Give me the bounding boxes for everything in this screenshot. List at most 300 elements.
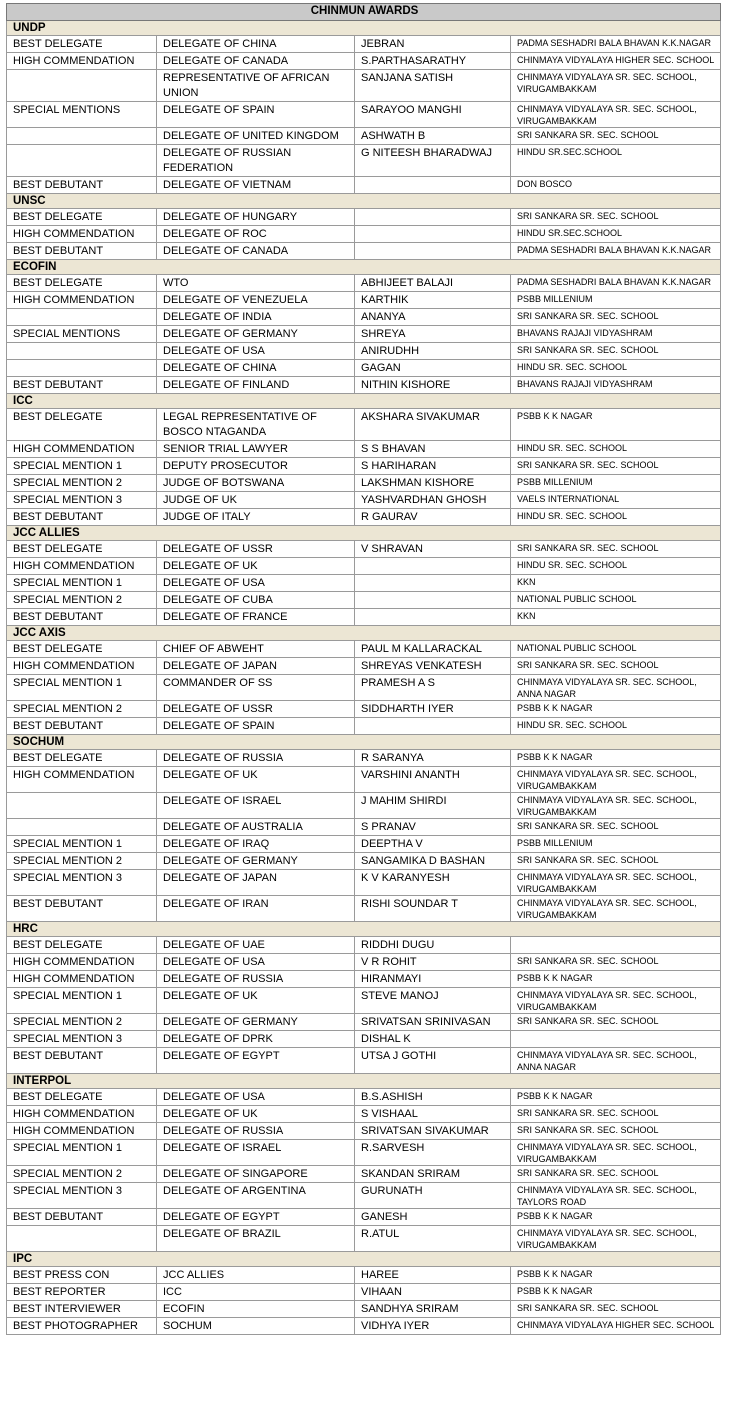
- delegation: ICC: [157, 1284, 355, 1301]
- award-category: SPECIAL MENTION 2: [7, 701, 157, 718]
- delegate-name: [355, 226, 511, 243]
- delegation: DEPUTY PROSECUTOR: [157, 458, 355, 475]
- delegation: JUDGE OF BOTSWANA: [157, 475, 355, 492]
- committee-header-row: [7, 1074, 721, 1089]
- delegation: DELEGATE OF RUSSIAN FEDERATION: [157, 145, 355, 177]
- delegate-name: ANIRUDHH: [355, 343, 511, 360]
- table-row: [7, 819, 721, 836]
- committee-name: INTERPOL: [7, 1074, 721, 1089]
- award-category: BEST INTERVIEWER: [7, 1301, 157, 1318]
- delegate-name: J MAHIM SHIRDI: [355, 793, 511, 819]
- awards-table: [6, 3, 721, 1335]
- delegation: DELEGATE OF UK: [157, 988, 355, 1014]
- delegation: DELEGATE OF CANADA: [157, 243, 355, 260]
- award-category: BEST DEBUTANT: [7, 896, 157, 922]
- award-category: BEST DEBUTANT: [7, 243, 157, 260]
- school-name: PSBB K K NAGAR: [511, 701, 721, 718]
- delegate-name: S S BHAVAN: [355, 441, 511, 458]
- award-category: HIGH COMMENDATION: [7, 1106, 157, 1123]
- award-category: SPECIAL MENTION 1: [7, 836, 157, 853]
- school-name: [511, 1031, 721, 1048]
- delegation: DELEGATE OF RUSSIA: [157, 750, 355, 767]
- delegate-name: RIDDHI DUGU: [355, 937, 511, 954]
- committee-header-row: [7, 1252, 721, 1267]
- award-category: SPECIAL MENTION 2: [7, 1166, 157, 1183]
- school-name: SRI SANKARA SR. SEC. SCHOOL: [511, 541, 721, 558]
- school-name: HINDU SR. SEC. SCHOOL: [511, 558, 721, 575]
- delegate-name: HAREE: [355, 1267, 511, 1284]
- delegate-name: ASHWATH B: [355, 128, 511, 145]
- delegate-name: R SARANYA: [355, 750, 511, 767]
- delegate-name: ANANYA: [355, 309, 511, 326]
- award-category: SPECIAL MENTION 2: [7, 592, 157, 609]
- table-row: [7, 541, 721, 558]
- delegate-name: S HARIHARAN: [355, 458, 511, 475]
- table-row: [7, 1301, 721, 1318]
- delegate-name: SRIVATSAN SIVAKUMAR: [355, 1123, 511, 1140]
- award-category: SPECIAL MENTION 1: [7, 1140, 157, 1166]
- delegation: DELEGATE OF CHINA: [157, 36, 355, 53]
- delegate-name: GAGAN: [355, 360, 511, 377]
- award-category: BEST DELEGATE: [7, 275, 157, 292]
- table-row: [7, 492, 721, 509]
- delegation: DELEGATE OF BRAZIL: [157, 1226, 355, 1252]
- delegate-name: SKANDAN SRIRAM: [355, 1166, 511, 1183]
- delegate-name: R.SARVESH: [355, 1140, 511, 1166]
- school-name: PSBB MILLENIUM: [511, 292, 721, 309]
- school-name: CHINMAYA VIDYALAYA SR. SEC. SCHOOL, VIRUGAMBAKKAM: [511, 102, 721, 128]
- school-name: CHINMAYA VIDYALAYA SR. SEC. SCHOOL, VIRUGAMBAKKAM: [511, 988, 721, 1014]
- award-category: BEST DEBUTANT: [7, 609, 157, 626]
- school-name: PSBB MILLENIUM: [511, 475, 721, 492]
- delegation: DELEGATE OF SPAIN: [157, 102, 355, 128]
- table-row: [7, 1284, 721, 1301]
- committee-header-row: [7, 922, 721, 937]
- table-row: [7, 896, 721, 922]
- table-row: [7, 309, 721, 326]
- school-name: HINDU SR.SEC.SCHOOL: [511, 145, 721, 177]
- delegate-name: SHREYAS VENKATESH: [355, 658, 511, 675]
- school-name: PSBB K K NAGAR: [511, 971, 721, 988]
- table-row: [7, 1089, 721, 1106]
- table-row: [7, 870, 721, 896]
- school-name: CHINMAYA VIDYALAYA SR. SEC. SCHOOL, VIRUGAMBAKKAM: [511, 767, 721, 793]
- delegate-name: GURUNATH: [355, 1183, 511, 1209]
- table-row: [7, 718, 721, 735]
- table-row: [7, 102, 721, 128]
- table-row: [7, 1123, 721, 1140]
- school-name: BHAVANS RAJAJI VIDYASHRAM: [511, 377, 721, 394]
- delegation: DELEGATE OF UAE: [157, 937, 355, 954]
- delegate-name: SANDHYA SRIRAM: [355, 1301, 511, 1318]
- delegation: DELEGATE OF UNITED KINGDOM: [157, 128, 355, 145]
- delegate-name: V R ROHIT: [355, 954, 511, 971]
- delegate-name: SHREYA: [355, 326, 511, 343]
- delegation: SENIOR TRIAL LAWYER: [157, 441, 355, 458]
- school-name: SRI SANKARA SR. SEC. SCHOOL: [511, 1166, 721, 1183]
- table-row: [7, 1106, 721, 1123]
- table-row: [7, 767, 721, 793]
- school-name: [511, 937, 721, 954]
- school-name: SRI SANKARA SR. SEC. SCHOOL: [511, 954, 721, 971]
- committee-name: IPC: [7, 1252, 721, 1267]
- delegate-name: DISHAL K: [355, 1031, 511, 1048]
- delegation: DELEGATE OF INDIA: [157, 309, 355, 326]
- table-row: [7, 36, 721, 53]
- delegate-name: PAUL M KALLARACKAL: [355, 641, 511, 658]
- committee-name: ECOFIN: [7, 260, 721, 275]
- award-category: BEST DEBUTANT: [7, 718, 157, 735]
- award-category: BEST DELEGATE: [7, 750, 157, 767]
- delegation: DELEGATE OF JAPAN: [157, 658, 355, 675]
- committee-name: SOCHUM: [7, 735, 721, 750]
- school-name: CHINMAYA VIDYALAYA HIGHER SEC. SCHOOL: [511, 53, 721, 70]
- committee-name: UNDP: [7, 21, 721, 36]
- award-category: BEST PHOTOGRAPHER: [7, 1318, 157, 1335]
- table-row: [7, 360, 721, 377]
- table-row: [7, 145, 721, 177]
- delegation: DELEGATE OF ARGENTINA: [157, 1183, 355, 1209]
- delegate-name: G NITEESH BHARADWAJ: [355, 145, 511, 177]
- table-row: [7, 458, 721, 475]
- table-row: [7, 988, 721, 1014]
- school-name: PADMA SESHADRI BALA BHAVAN K.K.NAGAR: [511, 275, 721, 292]
- delegation: DELEGATE OF GERMANY: [157, 326, 355, 343]
- school-name: HINDU SR. SEC. SCHOOL: [511, 509, 721, 526]
- delegate-name: PRAMESH A S: [355, 675, 511, 701]
- school-name: KKN: [511, 575, 721, 592]
- delegate-name: JEBRAN: [355, 36, 511, 53]
- award-category: SPECIAL MENTION 1: [7, 575, 157, 592]
- award-category: SPECIAL MENTION 1: [7, 675, 157, 701]
- table-row: [7, 558, 721, 575]
- award-category: BEST DELEGATE: [7, 937, 157, 954]
- delegate-name: GANESH: [355, 1209, 511, 1226]
- school-name: PSBB K K NAGAR: [511, 1089, 721, 1106]
- delegation: CHIEF OF ABWEHT: [157, 641, 355, 658]
- award-category: SPECIAL MENTIONS: [7, 102, 157, 128]
- table-row: [7, 675, 721, 701]
- award-category: SPECIAL MENTION 3: [7, 1031, 157, 1048]
- delegation: DELEGATE OF USSR: [157, 541, 355, 558]
- award-category: [7, 128, 157, 145]
- table-row: [7, 326, 721, 343]
- committee-name: JCC ALLIES: [7, 526, 721, 541]
- school-name: SRI SANKARA SR. SEC. SCHOOL: [511, 209, 721, 226]
- school-name: CHINMAYA VIDYALAYA SR. SEC. SCHOOL, TAYLORS ROAD: [511, 1183, 721, 1209]
- delegation: JUDGE OF ITALY: [157, 509, 355, 526]
- award-category: BEST DEBUTANT: [7, 377, 157, 394]
- delegation: DELEGATE OF FINLAND: [157, 377, 355, 394]
- delegate-name: UTSA J GOTHI: [355, 1048, 511, 1074]
- school-name: KKN: [511, 609, 721, 626]
- table-row: [7, 701, 721, 718]
- award-category: BEST DELEGATE: [7, 1089, 157, 1106]
- delegate-name: SANJANA SATISH: [355, 70, 511, 102]
- school-name: HINDU SR. SEC. SCHOOL: [511, 360, 721, 377]
- award-category: HIGH COMMENDATION: [7, 292, 157, 309]
- delegation: DELEGATE OF IRAQ: [157, 836, 355, 853]
- school-name: CHINMAYA VIDYALAYA SR. SEC. SCHOOL, VIRUGAMBAKKAM: [511, 1140, 721, 1166]
- school-name: PSBB K K NAGAR: [511, 1267, 721, 1284]
- delegation: DELEGATE OF ISRAEL: [157, 1140, 355, 1166]
- table-title-row: [7, 4, 721, 21]
- school-name: DON BOSCO: [511, 177, 721, 194]
- delegation: DELEGATE OF SINGAPORE: [157, 1166, 355, 1183]
- school-name: SRI SANKARA SR. SEC. SCHOOL: [511, 1014, 721, 1031]
- table-row: [7, 1140, 721, 1166]
- award-category: BEST DELEGATE: [7, 541, 157, 558]
- delegation: DELEGATE OF UK: [157, 767, 355, 793]
- delegation: JUDGE OF UK: [157, 492, 355, 509]
- school-name: CHINMAYA VIDYALAYA SR. SEC. SCHOOL, VIRUGAMBAKKAM: [511, 70, 721, 102]
- school-name: CHINMAYA VIDYALAYA SR. SEC. SCHOOL, VIRUGAMBAKKAM: [511, 896, 721, 922]
- delegation: DELEGATE OF EGYPT: [157, 1209, 355, 1226]
- award-category: [7, 1226, 157, 1252]
- award-category: HIGH COMMENDATION: [7, 1123, 157, 1140]
- table-row: [7, 1048, 721, 1074]
- school-name: SRI SANKARA SR. SEC. SCHOOL: [511, 1123, 721, 1140]
- award-category: HIGH COMMENDATION: [7, 767, 157, 793]
- award-category: [7, 343, 157, 360]
- delegation: COMMANDER OF SS: [157, 675, 355, 701]
- committee-name: UNSC: [7, 194, 721, 209]
- delegate-name: AKSHARA SIVAKUMAR: [355, 409, 511, 441]
- delegate-name: LAKSHMAN KISHORE: [355, 475, 511, 492]
- table-row: [7, 226, 721, 243]
- delegation: DELEGATE OF VIETNAM: [157, 177, 355, 194]
- delegate-name: S VISHAAL: [355, 1106, 511, 1123]
- delegation: DELEGATE OF USSR: [157, 701, 355, 718]
- delegate-name: R GAURAV: [355, 509, 511, 526]
- table-row: [7, 937, 721, 954]
- delegate-name: S PRANAV: [355, 819, 511, 836]
- delegation: DELEGATE OF ROC: [157, 226, 355, 243]
- delegation: DELEGATE OF USA: [157, 954, 355, 971]
- award-category: [7, 819, 157, 836]
- delegation: DELEGATE OF UK: [157, 558, 355, 575]
- school-name: HINDU SR.SEC.SCHOOL: [511, 226, 721, 243]
- award-category: BEST DEBUTANT: [7, 177, 157, 194]
- school-name: PSBB K K NAGAR: [511, 1284, 721, 1301]
- table-row: [7, 853, 721, 870]
- award-category: BEST DEBUTANT: [7, 1048, 157, 1074]
- award-category: SPECIAL MENTION 3: [7, 492, 157, 509]
- delegate-name: B.S.ASHISH: [355, 1089, 511, 1106]
- committee-header-row: [7, 260, 721, 275]
- committee-header-row: [7, 626, 721, 641]
- delegation: DELEGATE OF USA: [157, 575, 355, 592]
- award-category: SPECIAL MENTION 3: [7, 870, 157, 896]
- school-name: SRI SANKARA SR. SEC. SCHOOL: [511, 458, 721, 475]
- award-category: [7, 309, 157, 326]
- award-category: BEST DEBUTANT: [7, 1209, 157, 1226]
- delegate-name: [355, 243, 511, 260]
- delegation: JCC ALLIES: [157, 1267, 355, 1284]
- school-name: SRI SANKARA SR. SEC. SCHOOL: [511, 1301, 721, 1318]
- delegate-name: NITHIN KISHORE: [355, 377, 511, 394]
- school-name: CHINMAYA VIDYALAYA SR. SEC. SCHOOL, ANNA NAGAR: [511, 675, 721, 701]
- award-category: SPECIAL MENTION 3: [7, 1183, 157, 1209]
- school-name: PSBB K K NAGAR: [511, 1209, 721, 1226]
- delegate-name: [355, 558, 511, 575]
- committee-name: HRC: [7, 922, 721, 937]
- table-row: [7, 658, 721, 675]
- award-category: HIGH COMMENDATION: [7, 53, 157, 70]
- table-row: [7, 343, 721, 360]
- school-name: SRI SANKARA SR. SEC. SCHOOL: [511, 343, 721, 360]
- school-name: PSBB MILLENIUM: [511, 836, 721, 853]
- delegation: DELEGATE OF DPRK: [157, 1031, 355, 1048]
- delegation: DELEGATE OF VENEZUELA: [157, 292, 355, 309]
- table-row: [7, 1267, 721, 1284]
- delegate-name: [355, 609, 511, 626]
- delegate-name: [355, 592, 511, 609]
- delegation: DELEGATE OF USA: [157, 343, 355, 360]
- award-category: BEST DEBUTANT: [7, 509, 157, 526]
- delegation: DELEGATE OF UK: [157, 1106, 355, 1123]
- table-row: [7, 954, 721, 971]
- award-category: BEST DELEGATE: [7, 409, 157, 441]
- delegation: DELEGATE OF GERMANY: [157, 1014, 355, 1031]
- school-name: SRI SANKARA SR. SEC. SCHOOL: [511, 658, 721, 675]
- committee-header-row: [7, 194, 721, 209]
- delegation: DELEGATE OF IRAN: [157, 896, 355, 922]
- delegate-name: SRIVATSAN SRINIVASAN: [355, 1014, 511, 1031]
- award-category: BEST DELEGATE: [7, 209, 157, 226]
- delegation: ECOFIN: [157, 1301, 355, 1318]
- award-category: [7, 360, 157, 377]
- table-row: [7, 575, 721, 592]
- table-row: [7, 1209, 721, 1226]
- award-category: [7, 793, 157, 819]
- award-category: BEST DELEGATE: [7, 36, 157, 53]
- delegate-name: ABHIJEET BALAJI: [355, 275, 511, 292]
- committee-name: JCC AXIS: [7, 626, 721, 641]
- school-name: CHINMAYA VIDYALAYA SR. SEC. SCHOOL, ANNA NAGAR: [511, 1048, 721, 1074]
- school-name: SRI SANKARA SR. SEC. SCHOOL: [511, 309, 721, 326]
- awards-table-container: [6, 3, 720, 1335]
- delegation: WTO: [157, 275, 355, 292]
- delegate-name: R.ATUL: [355, 1226, 511, 1252]
- table-row: [7, 409, 721, 441]
- committee-name: ICC: [7, 394, 721, 409]
- award-category: HIGH COMMENDATION: [7, 971, 157, 988]
- delegation: DELEGATE OF SPAIN: [157, 718, 355, 735]
- delegate-name: SARAYOO MANGHI: [355, 102, 511, 128]
- school-name: CHINMAYA VIDYALAYA SR. SEC. SCHOOL, VIRUGAMBAKKAM: [511, 1226, 721, 1252]
- school-name: SRI SANKARA SR. SEC. SCHOOL: [511, 128, 721, 145]
- delegation: DELEGATE OF USA: [157, 1089, 355, 1106]
- delegate-name: RISHI SOUNDAR T: [355, 896, 511, 922]
- delegation: DELEGATE OF FRANCE: [157, 609, 355, 626]
- school-name: SRI SANKARA SR. SEC. SCHOOL: [511, 819, 721, 836]
- table-row: [7, 1226, 721, 1252]
- award-category: HIGH COMMENDATION: [7, 658, 157, 675]
- award-category: SPECIAL MENTION 2: [7, 475, 157, 492]
- delegate-name: KARTHIK: [355, 292, 511, 309]
- awards-table-body: [7, 4, 721, 1335]
- delegation: DELEGATE OF CHINA: [157, 360, 355, 377]
- table-row: [7, 177, 721, 194]
- table-row: [7, 609, 721, 626]
- table-row: [7, 1318, 721, 1335]
- award-category: SPECIAL MENTION 2: [7, 1014, 157, 1031]
- delegation: DELEGATE OF CANADA: [157, 53, 355, 70]
- table-row: [7, 1031, 721, 1048]
- delegate-name: K V KARANYESH: [355, 870, 511, 896]
- award-category: HIGH COMMENDATION: [7, 441, 157, 458]
- table-row: [7, 475, 721, 492]
- committee-header-row: [7, 394, 721, 409]
- delegation: DELEGATE OF RUSSIA: [157, 1123, 355, 1140]
- table-title: CHINMUN AWARDS: [7, 4, 721, 21]
- school-name: CHINMAYA VIDYALAYA SR. SEC. SCHOOL, VIRUGAMBAKKAM: [511, 793, 721, 819]
- committee-header-row: [7, 735, 721, 750]
- table-row: [7, 592, 721, 609]
- delegate-name: S.PARTHASARATHY: [355, 53, 511, 70]
- delegate-name: STEVE MANOJ: [355, 988, 511, 1014]
- table-row: [7, 971, 721, 988]
- delegate-name: [355, 575, 511, 592]
- school-name: PADMA SESHADRI BALA BHAVAN K.K.NAGAR: [511, 243, 721, 260]
- award-category: BEST REPORTER: [7, 1284, 157, 1301]
- school-name: NATIONAL PUBLIC SCHOOL: [511, 592, 721, 609]
- table-row: [7, 377, 721, 394]
- delegation: DELEGATE OF HUNGARY: [157, 209, 355, 226]
- delegate-name: [355, 718, 511, 735]
- delegation: DELEGATE OF JAPAN: [157, 870, 355, 896]
- school-name: HINDU SR. SEC. SCHOOL: [511, 718, 721, 735]
- table-row: [7, 441, 721, 458]
- table-row: [7, 509, 721, 526]
- table-row: [7, 292, 721, 309]
- school-name: SRI SANKARA SR. SEC. SCHOOL: [511, 853, 721, 870]
- delegation: DELEGATE OF EGYPT: [157, 1048, 355, 1074]
- school-name: PADMA SESHADRI BALA BHAVAN K.K.NAGAR: [511, 36, 721, 53]
- delegation: SOCHUM: [157, 1318, 355, 1335]
- delegation: LEGAL REPRESENTATIVE OF BOSCO NTAGANDA: [157, 409, 355, 441]
- school-name: HINDU SR. SEC. SCHOOL: [511, 441, 721, 458]
- delegation: DELEGATE OF AUSTRALIA: [157, 819, 355, 836]
- award-category: BEST DELEGATE: [7, 641, 157, 658]
- table-row: [7, 128, 721, 145]
- delegate-name: DEEPTHA V: [355, 836, 511, 853]
- school-name: VAELS INTERNATIONAL: [511, 492, 721, 509]
- delegate-name: [355, 177, 511, 194]
- delegate-name: HIRANMAYI: [355, 971, 511, 988]
- delegate-name: YASHVARDHAN GHOSH: [355, 492, 511, 509]
- table-row: [7, 641, 721, 658]
- table-row: [7, 243, 721, 260]
- table-row: [7, 750, 721, 767]
- delegation: REPRESENTATIVE OF AFRICAN UNION: [157, 70, 355, 102]
- school-name: PSBB K K NAGAR: [511, 409, 721, 441]
- award-category: HIGH COMMENDATION: [7, 226, 157, 243]
- committee-header-row: [7, 526, 721, 541]
- delegation: DELEGATE OF CUBA: [157, 592, 355, 609]
- delegation: DELEGATE OF ISRAEL: [157, 793, 355, 819]
- school-name: CHINMAYA VIDYALAYA HIGHER SEC. SCHOOL: [511, 1318, 721, 1335]
- table-row: [7, 53, 721, 70]
- award-category: HIGH COMMENDATION: [7, 954, 157, 971]
- delegate-name: V SHRAVAN: [355, 541, 511, 558]
- table-row: [7, 836, 721, 853]
- delegate-name: SANGAMIKA D BASHAN: [355, 853, 511, 870]
- table-row: [7, 209, 721, 226]
- award-category: HIGH COMMENDATION: [7, 558, 157, 575]
- table-row: [7, 275, 721, 292]
